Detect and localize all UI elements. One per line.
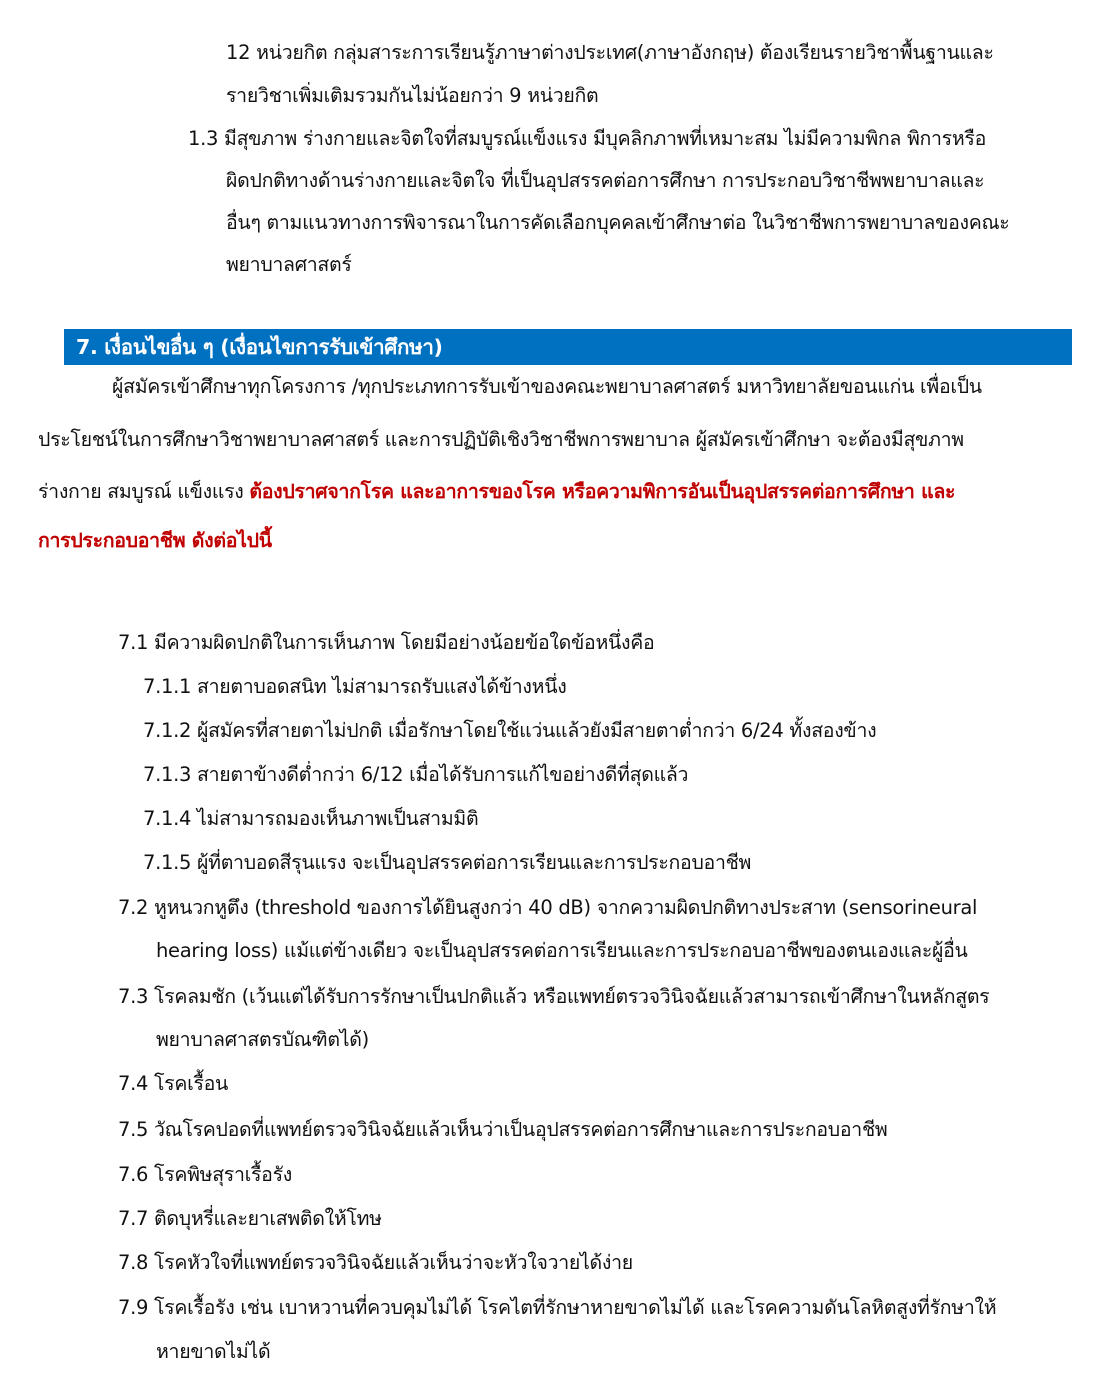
intro-emphasis-line: การประกอบอาชีพ ดังต่อไปนี้: [38, 529, 272, 552]
list-item-7-2-cont: hearing loss) แม้แต่ข้างเดียว จะเป็นอุปสรรคต่อการเรียนและการประกอบอาชีพของตนเองและผู้อื่น: [156, 939, 968, 962]
list-item-1-3-cont: ผิดปกติทางด้านร่างกายและจิตใจ ที่เป็นอุปสรรคต่อการศึกษา การประกอบวิชาชีพพยาบาลและ: [226, 169, 985, 192]
list-item-1-3-cont: พยาบาลศาสตร์: [226, 253, 352, 276]
list-item-1-3: 1.3 มีสุขภาพ ร่างกายและจิตใจที่สมบูรณ์แข็งแรง มีบุคลิกภาพที่เหมาะสม ไม่มีความพิกล พิการหรือ: [188, 127, 986, 150]
intro-line: [38, 477, 955, 507]
intro-emphasis-text: ต้องปราศจากโรค และอาการของโรค หรือความพิการอันเป็นอุปสรรคต่อการศึกษา และ: [249, 480, 956, 503]
list-item-7-3-cont: พยาบาลศาสตรบัณฑิตได้): [156, 1028, 369, 1051]
intro-line: ผู้สมัครเข้าศึกษาทุกโครงการ /ทุกประเภทการรับเข้าของคณะพยาบาลศาสตร์ มหาวิทยาลัยขอนแก่น เพื่อเป็น: [112, 375, 982, 398]
list-item-7-9-cont: หายขาดไม่ได้: [156, 1340, 271, 1363]
intro-normal-text: ร่างกาย สมบูรณ์ แข็งแรง: [38, 480, 250, 503]
list-item-7-1-5: 7.1.5 ผู้ที่ตาบอดสีรุนแรง จะเป็นอุปสรรคต่อการเรียนและการประกอบอาชีพ: [143, 851, 752, 874]
list-item-7-3: 7.3 โรคลมชัก (เว้นแต่ได้รับการรักษาเป็นปกติแล้ว หรือแพทย์ตรวจวินิจฉัยแล้วสามารถเข้าศึกษาในหลักสูตร: [118, 985, 990, 1008]
list-item-7-8: 7.8 โรคหัวใจที่แพทย์ตรวจวินิจฉัยแล้วเห็นว่าจะหัวใจวายได้ง่าย: [118, 1251, 633, 1274]
list-item-7-6: 7.6 โรคพิษสุราเรื้อรัง: [118, 1163, 292, 1186]
paragraph-line: 12 หน่วยกิต กลุ่มสาระการเรียนรู้ภาษาต่างประเทศ(ภาษาอังกฤษ) ต้องเรียนรายวิชาพื้นฐานและ: [226, 41, 994, 64]
paragraph-line: รายวิชาเพิ่มเติมรวมกันไม่น้อยกว่า 9 หน่วยกิต: [226, 84, 599, 107]
list-item-7-7: 7.7 ติดบุหรี่และยาเสพติดให้โทษ: [118, 1207, 382, 1230]
list-item-1-3-cont: อื่นๆ ตามแนวทางการพิจารณาในการคัดเลือกบุคคลเข้าศึกษาต่อ ในวิชาชีพการพยาบาลของคณะ: [226, 211, 1010, 234]
list-item-7-5: 7.5 วัณโรคปอดที่แพทย์ตรวจวินิจฉัยแล้วเห็นว่าเป็นอุปสรรคต่อการศึกษาและการประกอบอาชีพ: [118, 1118, 888, 1141]
list-item-7-2: 7.2 หูหนวกหูตึง (threshold ของการได้ยินสูงกว่า 40 dB) จากความผิดปกติทางประสาท (sensorineural: [118, 896, 978, 919]
list-item-7-1-3: 7.1.3 สายตาข้างดีต่ำกว่า 6/12 เมื่อได้รับการแก้ไขอย่างดีที่สุดแล้ว: [143, 763, 689, 786]
list-item-7-1-4: 7.1.4 ไม่สามารถมองเห็นภาพเป็นสามมิติ: [143, 807, 479, 830]
list-item-7-1-2: 7.1.2 ผู้สมัครที่สายตาไม่ปกติ เมื่อรักษาโดยใช้แว่นแล้วยังมีสายตาต่ำกว่า 6/24 ทั้งสองข้าง: [143, 719, 877, 742]
section-heading: 7. เงื่อนไขอื่น ๆ (เงื่อนไขการรับเข้าศึกษา): [76, 335, 443, 359]
list-item-7-1-1: 7.1.1 สายตาบอดสนิท ไม่สามารถรับแสงได้ข้างหนึ่ง: [143, 675, 567, 698]
list-item-7-4: 7.4 โรคเรื้อน: [118, 1072, 229, 1095]
intro-line: ประโยชน์ในการศึกษาวิชาพยาบาลศาสตร์ และการปฏิบัติเชิงวิชาชีพการพยาบาล ผู้สมัครเข้าศึกษา จะต้องมีสุขภาพ: [38, 428, 964, 451]
list-item-7-1: 7.1 มีความผิดปกติในการเห็นภาพ โดยมีอย่างน้อยข้อใดข้อหนึ่งคือ: [118, 631, 655, 654]
list-item-7-9: 7.9 โรคเรื้อรัง เช่น เบาหวานที่ควบคุมไม่ได้ โรคไตที่รักษาหายขาดไม่ได้ และโรคความดันโลหิตสูงที่รักษาให้: [118, 1296, 997, 1319]
